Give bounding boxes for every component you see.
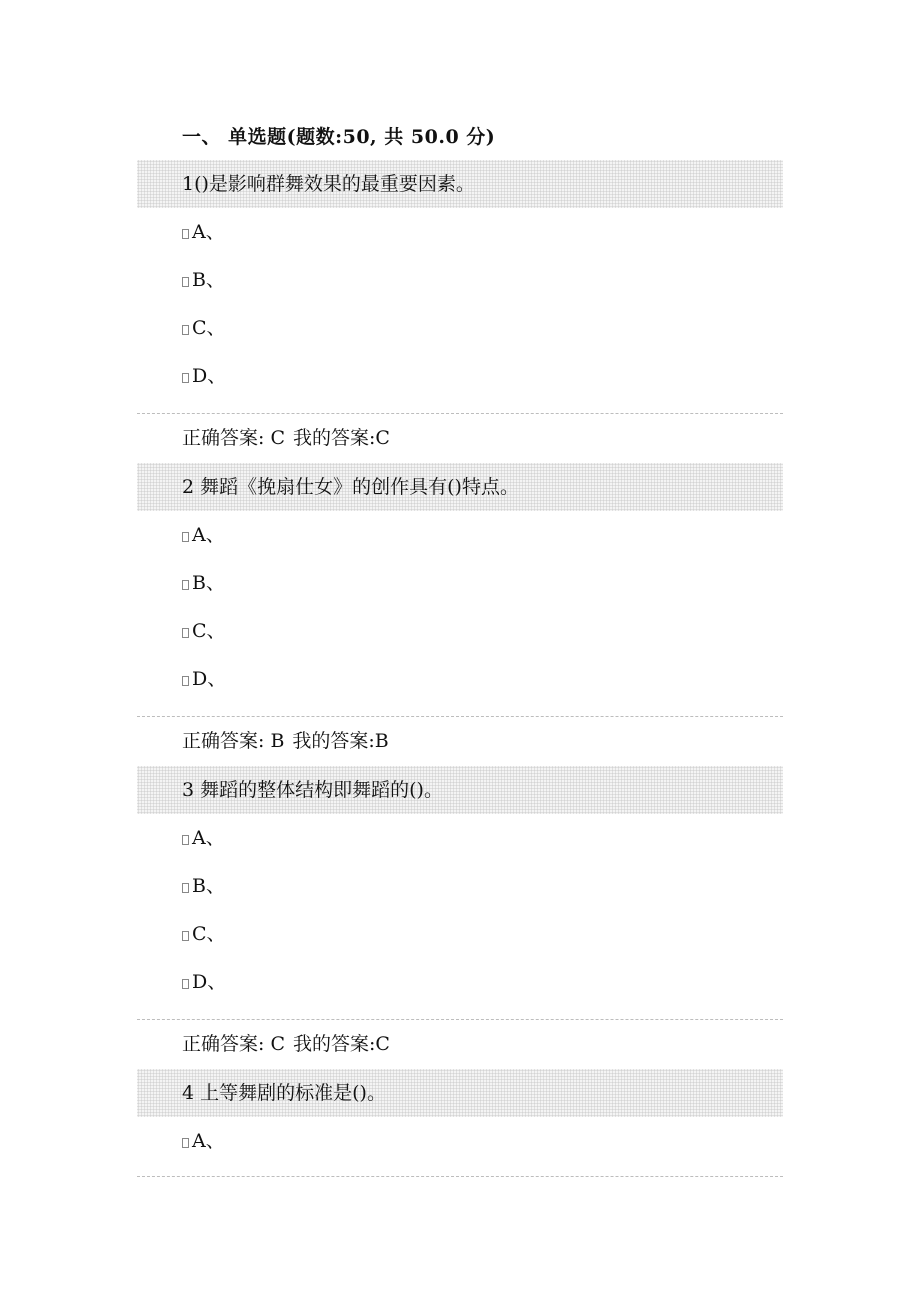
- answer-line-3: [182, 1020, 390, 1068]
- option-c[interactable]: C、: [137, 607, 783, 655]
- question-stem: 3 舞蹈的整体结构即舞蹈的()。: [137, 766, 783, 814]
- question-stem: 1()是影响群舞效果的最重要因素。: [137, 160, 783, 208]
- correct-answer: 正确答案: C: [182, 1033, 285, 1055]
- option-a[interactable]: A、: [137, 1117, 783, 1165]
- question-stem: 4 上等舞剧的标准是()。: [137, 1069, 783, 1117]
- answer-line-1: [182, 414, 390, 462]
- question-1: [137, 160, 783, 400]
- option-b[interactable]: B、: [137, 256, 783, 304]
- section-title: 一、 单选题(题数:50, 共 50.0 分): [182, 126, 496, 148]
- option-d[interactable]: D、: [137, 958, 783, 1006]
- question-2: [137, 463, 783, 703]
- option-a[interactable]: A、: [137, 208, 783, 256]
- checkbox-icon[interactable]: [182, 373, 189, 383]
- option-a[interactable]: A、: [137, 511, 783, 559]
- option-c[interactable]: C、: [137, 304, 783, 352]
- divider: [137, 1176, 783, 1177]
- question-stem: 2 舞蹈《挽扇仕女》的创作具有()特点。: [137, 463, 783, 511]
- answer-line-2: [182, 717, 389, 765]
- checkbox-icon[interactable]: [182, 628, 189, 638]
- checkbox-icon[interactable]: [182, 676, 189, 686]
- my-answer: 我的答案:C: [292, 1033, 390, 1055]
- checkbox-icon[interactable]: [182, 931, 189, 941]
- checkbox-icon[interactable]: [182, 277, 189, 287]
- checkbox-icon[interactable]: [182, 883, 189, 893]
- question-4: [137, 1069, 783, 1165]
- checkbox-icon[interactable]: [182, 229, 189, 239]
- option-b[interactable]: B、: [137, 559, 783, 607]
- question-3: [137, 766, 783, 1006]
- option-d[interactable]: D、: [137, 655, 783, 703]
- checkbox-icon[interactable]: [182, 835, 189, 845]
- option-a[interactable]: A、: [137, 814, 783, 862]
- checkbox-icon[interactable]: [182, 532, 189, 542]
- option-c[interactable]: C、: [137, 910, 783, 958]
- checkbox-icon[interactable]: [182, 325, 189, 335]
- checkbox-icon[interactable]: [182, 979, 189, 989]
- correct-answer: 正确答案: C: [182, 427, 285, 449]
- my-answer: 我的答案:C: [292, 427, 390, 449]
- option-d[interactable]: D、: [137, 352, 783, 400]
- checkbox-icon[interactable]: [182, 1138, 189, 1148]
- checkbox-icon[interactable]: [182, 580, 189, 590]
- my-answer: 我的答案:B: [292, 730, 389, 752]
- correct-answer: 正确答案: B: [182, 730, 285, 752]
- option-b[interactable]: B、: [137, 862, 783, 910]
